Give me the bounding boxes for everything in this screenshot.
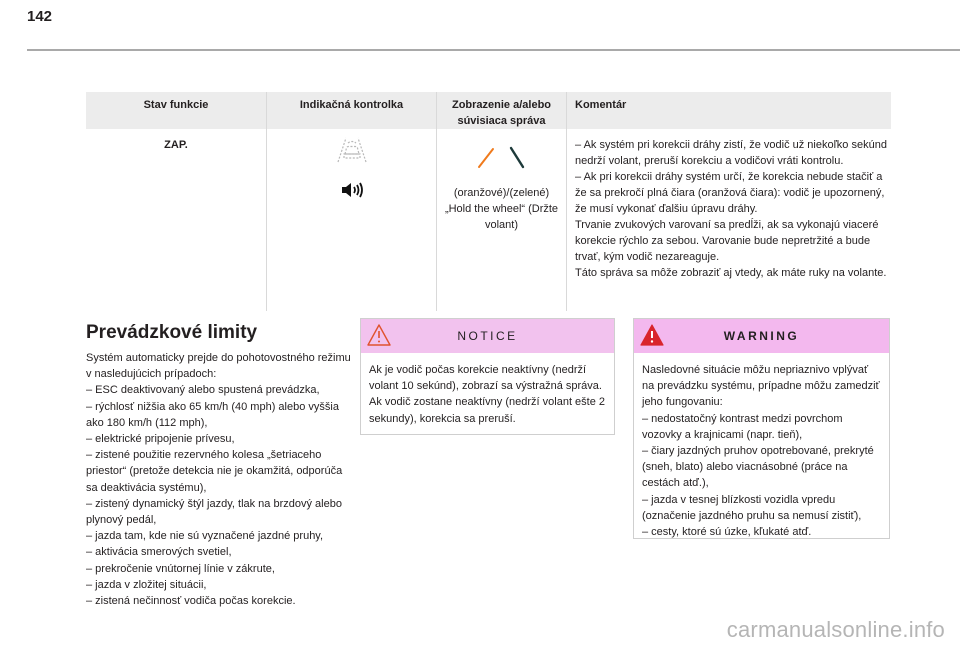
lane-keeping-car-icon bbox=[335, 137, 369, 163]
warning-box bbox=[633, 318, 890, 539]
warning-header bbox=[634, 319, 889, 353]
display-cell bbox=[436, 129, 566, 311]
notice-box bbox=[360, 318, 615, 435]
header-display-line2: súvisiaca správa bbox=[457, 115, 546, 127]
notice-triangle-icon bbox=[366, 323, 392, 347]
header-state: Stav funkcie bbox=[143, 99, 209, 111]
page-number: 142 bbox=[27, 8, 53, 25]
section-title: Prevádzkové limity bbox=[86, 322, 258, 343]
comment-text: – Ak systém pri korekcii dráhy zistí, že vodič už niekoľko sekúnd nedrží volant, preruší korekciu a vodičovi vráti kontrolu. – Ak pri korekcii dráhy systém určí, že korekcia nebude stačiť a že sa prekročí plná čiara (oranžová čiara): vodič je upozornený, že musí vykonať ďalšiu úpravu dráhy. Trvanie zvukových varovaní sa predĺži, ak sa vykonajú viaceré korekcie rýchlo za sebou. Varovanie bude nepretržité a bude trvať, kým vodič nezareaguje. Táto správa sa môže zobraziť aj vtedy, ak máte ruky na volante. bbox=[575, 139, 887, 279]
warning-title: WARNING bbox=[723, 329, 800, 343]
section-body: Systém automaticky prejde do pohotovostného režimu v nasledujúcich prípadoch: – ESC deaktivovaný alebo spustená prevádzka, – rýchlosť nižšia ako 65 km/h (40 mph) alebo vyššia ako 180 km/h (112 mph), – elektrické pripojenie prívesu, – zistené použitie rezervného kolesa „šetriaceho priestor“ (pretože detekcia nie je okamžitá, odporúča sa deaktivácia systému), – zistený dynamický štýl jazdy, tlak na brzdový alebo plynový pedál, – jazda tam, kde nie sú vyznačené jazdné pruhy, – aktivácia smerových svetiel, – prekročenie vnútornej línie v zákrute, – jazda v zložitej situácii, – zistená nečinnosť vodiča počas korekcie. bbox=[86, 352, 351, 608]
header-display bbox=[436, 92, 566, 129]
display-message: (oranžové)/(zelené) „Hold the wheel“ (Držte volant) bbox=[444, 187, 559, 231]
warning-text: Nasledovné situácie môžu nepriaznivo vplývať na prevádzku systému, prípadne môžu zamedziť jeho fungovaniu: – nedostatočný kontrast medzi povrchom vozovky a krajnicami (napr. tieň), – čiary jazdných pruhov opotrebované, prekryté (sneh, blato) alebo viacnásobné (práce na cestách atď.), – jazda v tesnej blízkosti vozidla vpredu (označenie jazdného pruhu sa nemusí zistiť), – cesty, ktoré sú úzke, kľukaté atď. bbox=[642, 364, 880, 539]
watermark: carmanualsonline.info bbox=[726, 617, 945, 642]
header-display-line1: Zobrazenie a/alebo bbox=[451, 99, 552, 111]
state-cell: ZAP. bbox=[164, 139, 188, 151]
indicator-cell bbox=[266, 129, 436, 311]
header-comment: Komentár bbox=[566, 92, 891, 129]
function-table bbox=[86, 92, 891, 311]
table-header-row bbox=[86, 92, 891, 129]
notice-text: Ak je vodič počas korekcie neaktívny (nedrží volant 10 sekúnd), zobrazí sa výstražná správa. Ak vodič zostane neaktívny (nedrží volant ešte 2 sekundy), korekcia sa preruší. bbox=[369, 364, 606, 425]
lane-lines-icon bbox=[467, 141, 537, 171]
speaker-sound-icon bbox=[340, 181, 364, 199]
warning-triangle-icon bbox=[639, 323, 665, 347]
header-indicator: Indikačná kontrolka bbox=[266, 92, 436, 129]
notice-title: NOTICE bbox=[457, 329, 518, 343]
table-row bbox=[86, 129, 891, 311]
header-divider bbox=[27, 49, 960, 51]
notice-header bbox=[361, 319, 614, 353]
comment-cell bbox=[566, 129, 891, 311]
